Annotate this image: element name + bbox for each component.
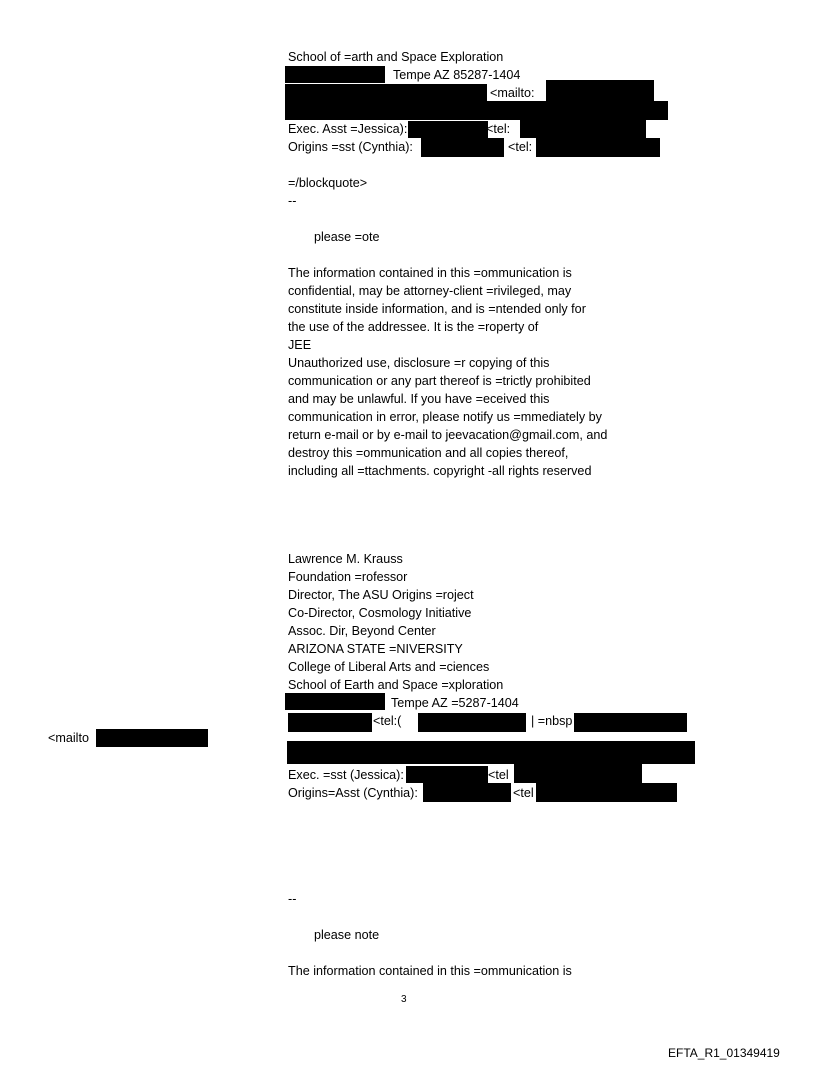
mailto-left-text: <mailto [48,731,89,745]
redaction-box [520,120,646,138]
please-note: please note [314,928,380,942]
exec-asst-line: Exec. =sst (Jessica): [288,768,404,782]
exec-asst-line: Exec. Asst =Jessica): [288,122,408,136]
redaction-box [514,764,642,783]
address-line: Tempe AZ =5287-1404 [391,696,519,710]
dashes: -- [288,194,297,208]
disclaimer-line: destroy this =ommunication and all copies thereof, [288,446,569,460]
signature-line: ARIZONA STATE =NIVERSITY [288,642,463,656]
signature-line: School of Earth and Space =xploration [288,678,504,692]
redaction-box [285,693,385,710]
redaction-box [546,80,654,101]
disclaimer-line: confidential, may be attorney-client =rivileged, may [288,284,572,298]
disclaimer-line: communication or any part thereof is =trictly prohibited [288,374,591,388]
redaction-box [421,138,504,157]
disclaimer-line: and may be unlawful. If you have =eceived this [288,392,550,406]
signature-line: College of Liberal Arts and =ciences [288,660,490,674]
mailto-text: <mailto: [490,86,535,100]
disclaimer-line: JEE [288,338,312,352]
blockquote-end: =/blockquote> [288,176,368,190]
redaction-box [423,783,511,802]
disclaimer-line: Unauthorized use, disclosure =r copying of this [288,356,550,370]
redaction-box [536,783,677,802]
redaction-box [408,121,488,138]
signature-line: Foundation =rofessor [288,570,408,584]
disclaimer-line: constitute inside information, and is =ntended only for [288,302,586,316]
redaction-box [285,84,487,101]
school-line: School of =arth and Space Exploration [288,50,504,64]
redaction-box [287,741,695,764]
disclaimer-line: the use of the addressee. It is the =roperty of [288,320,539,334]
origins-asst-line: Origins=Asst (Cynthia): [288,786,418,800]
redaction-box [96,729,208,747]
page-number: 3 [401,994,407,1005]
address-line: Tempe AZ 85287-1404 [393,68,521,82]
redaction-box [536,138,660,157]
dashes: -- [288,892,297,906]
disclaimer-line: return e-mail or by e-mail to jeevacation@gmail.com, and [288,428,608,442]
disclaimer-line: The information contained in this =ommunication is [288,266,572,280]
disclaimer-line: including all =ttachments. copyright -all rights reserved [288,464,592,478]
redaction-box [574,713,687,732]
redaction-box [288,713,372,732]
redaction-box [285,66,385,83]
origins-tel-text: <tel [513,786,534,800]
signature-line: Co-Director, Cosmology Initiative [288,606,472,620]
signature-line: Assoc. Dir, Beyond Center [288,624,436,638]
disclaimer-line: The information contained in this =ommunication is [288,964,572,978]
nbsp-text: | =nbsp [531,714,573,728]
redaction-box [418,713,526,732]
signature-line: Lawrence M. Krauss [288,552,403,566]
exec-tel-text: <tel: [486,122,511,136]
exec-tel-text: <tel [488,768,509,782]
please-note: please =ote [314,230,380,244]
tel-text: <tel:( [373,714,402,728]
signature-line: Director, The ASU Origins =roject [288,588,474,602]
origins-tel-text: <tel: [508,140,533,154]
redaction-box [285,101,668,120]
disclaimer-line: communication in error, please notify us =mmediately by [288,410,602,424]
origins-asst-line: Origins =sst (Cynthia): [288,140,413,154]
document-id: EFTA_R1_01349419 [668,1046,780,1060]
redaction-box [406,766,488,783]
